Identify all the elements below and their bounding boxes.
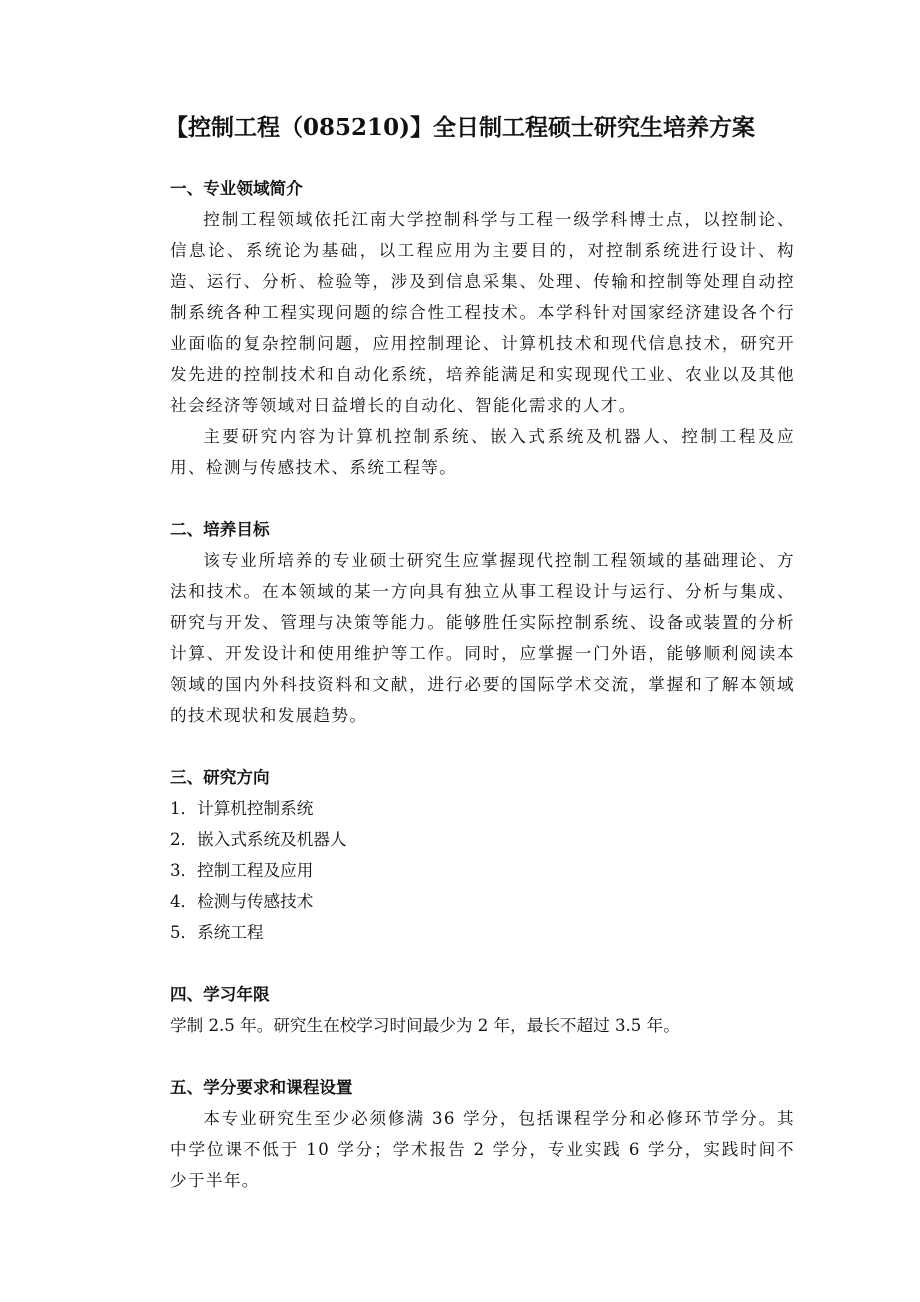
list-item: 2．嵌入式系统及机器人 (170, 830, 347, 849)
section-spacer (170, 483, 795, 514)
list-item: 5．系统工程 (170, 923, 264, 942)
list-item: 1．计算机控制系统 (170, 799, 314, 818)
section-text-line: 学制 2.5 年。研究生在校学习时间最少为 2 年，最长不超过 3.5 年。 (170, 1016, 680, 1035)
section-spacer (170, 948, 795, 979)
section-heading: 一、专业领域简介 (170, 178, 303, 198)
section-paragraph: 主要研究内容为计算机控制系统、嵌入式系统及机器人、控制工程及应用、检测与传感技术、系统工程等。 (170, 427, 795, 477)
section-spacer (170, 731, 795, 762)
section-paragraph: 该专业所培养的专业硕士研究生应掌握现代控制工程领域的基础理论、方法和技术。在本领域的某一方向具有独立从事工程设计与运行、分析与集成、研究与开发、管理与决策等能力。能够胜任实际控制系统、设备或装置的分析计算、开发设计和使用维护等工作。同时，应掌握一门外语，能够顺利阅读本领域的国内外科技资料和文献，进行必要的国际学术交流，掌握和了解本领域的技术现状和发展趋势。 (170, 551, 795, 725)
section-training-goals (170, 514, 795, 731)
section-credit-requirements (170, 1072, 795, 1196)
document-title: 【控制工程（085210)】全日制工程硕士研究生培养方案 (165, 114, 755, 141)
section-heading: 二、培养目标 (170, 519, 270, 539)
section-field-introduction (170, 173, 795, 483)
section-spacer (170, 1041, 795, 1072)
section-study-duration (170, 979, 795, 1041)
section-paragraph: 控制工程领域依托江南大学控制科学与工程一级学科博士点，以控制论、信息论、系统论为基础，以工程应用为主要目的，对控制系统进行设计、构造、运行、分析、检验等，涉及到信息采集、处理、传输和控制等处理自动控制系统各种工程实现问题的综合性工程技术。本学科针对国家经济建设各个行业面临的复杂控制问题，应用控制理论、计算机技术和现代信息技术，研究开发先进的控制技术和自动化系统，培养能满足和实现现代工业、农业以及其他社会经济等领域对日益增长的自动化、智能化需求的人才。 (170, 210, 795, 415)
list-item: 3．控制工程及应用 (170, 861, 314, 880)
section-heading: 五、学分要求和课程设置 (170, 1077, 353, 1097)
section-heading: 三、研究方向 (170, 767, 270, 787)
document-body (170, 173, 795, 1196)
section-heading: 四、学习年限 (170, 984, 270, 1004)
list-item: 4．检测与传感技术 (170, 892, 314, 911)
section-research-directions (170, 762, 795, 948)
section-paragraph: 本专业研究生至少必须修满 36 学分，包括课程学分和必修环节学分。其中学位课不低于 10 学分；学术报告 2 学分，专业实践 6 学分，实践时间不少于半年。 (170, 1109, 795, 1190)
